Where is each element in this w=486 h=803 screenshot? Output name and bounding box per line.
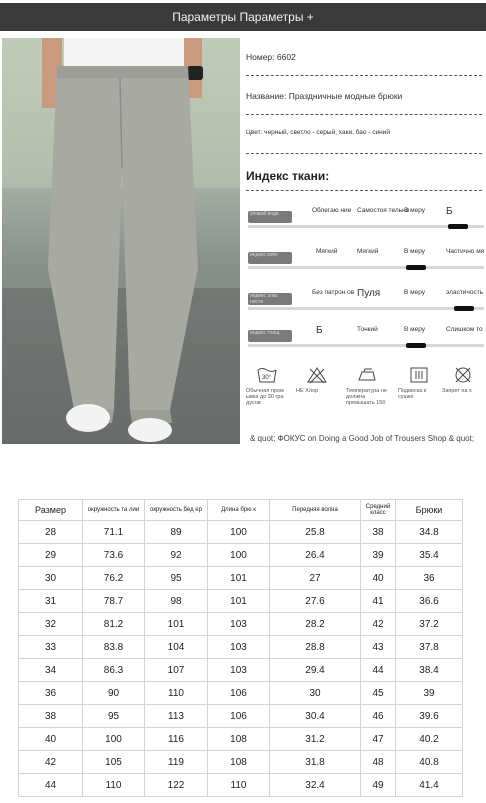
- table-row: [19, 567, 463, 590]
- table-row: [19, 613, 463, 636]
- table-cell: 26.4: [270, 544, 361, 567]
- table-cell: 71.1: [83, 521, 145, 544]
- table-cell: 90: [83, 682, 145, 705]
- table-cell: 98: [145, 590, 208, 613]
- table-cell: 35.4: [396, 544, 463, 567]
- size-table-header: [19, 500, 463, 521]
- table-cell: 106: [208, 705, 270, 728]
- fabric-category: индекс толщ: [248, 330, 292, 342]
- fabric-option: В меру: [404, 207, 426, 214]
- table-cell: 103: [208, 636, 270, 659]
- fabric-option: Тонкий: [357, 326, 378, 333]
- table-cell: 38: [361, 521, 396, 544]
- table-cell: 92: [145, 544, 208, 567]
- fabric-row: [246, 246, 486, 272]
- table-cell: 119: [145, 751, 208, 774]
- fabric-scale-marker: [406, 343, 426, 348]
- fabric-option: В меру: [404, 248, 426, 255]
- table-cell: 44: [361, 659, 396, 682]
- table-cell: 25.8: [270, 521, 361, 544]
- table-cell: 39: [396, 682, 463, 705]
- divider: [246, 153, 482, 154]
- trousers-illustration: [2, 38, 240, 444]
- care-instructions: [246, 365, 486, 415]
- table-row: [19, 682, 463, 705]
- fabric-row: [246, 324, 486, 350]
- table-header-cell: окружность бед ер: [145, 500, 208, 521]
- table-header-cell: Средний класс: [361, 500, 396, 521]
- fabric-option: Мягкий: [357, 248, 379, 255]
- size-table-body: [19, 521, 463, 797]
- iron-icon: [356, 365, 378, 385]
- table-cell: 31.2: [270, 728, 361, 751]
- table-cell: 44: [19, 774, 83, 797]
- table-cell: 100: [208, 521, 270, 544]
- table-cell: 122: [145, 774, 208, 797]
- table-cell: 108: [208, 751, 270, 774]
- fabric-option: Самостоя тельно: [357, 207, 410, 214]
- product-color: Цвет: черный, светло - серый, хаки, бао - синий: [246, 129, 391, 136]
- table-row: [19, 521, 463, 544]
- table-cell: 38: [19, 705, 83, 728]
- table-cell: 40: [361, 567, 396, 590]
- fabric-scale-bar: [248, 307, 484, 310]
- fabric-scale-marker: [406, 265, 426, 270]
- table-row: [19, 636, 463, 659]
- table-header-cell: Брюки: [396, 500, 463, 521]
- table-header-cell: Передняя волна: [270, 500, 361, 521]
- header-title: Параметры Параметры +: [172, 10, 314, 24]
- care-label: Запрет на х: [442, 388, 472, 394]
- size-table: [18, 499, 463, 797]
- table-cell: 49: [361, 774, 396, 797]
- table-row: [19, 705, 463, 728]
- table-cell: 30.4: [270, 705, 361, 728]
- table-cell: 81.2: [83, 613, 145, 636]
- table-cell: 40.8: [396, 751, 463, 774]
- table-cell: 31: [19, 590, 83, 613]
- shop-slogan: & quot; ФОКУС on Doing a Good Job of Trousers Shop & quot;: [250, 434, 475, 443]
- fabric-row: [246, 287, 486, 313]
- divider: [246, 114, 482, 115]
- fabric-option: Облегаю ние: [312, 207, 352, 214]
- page-header: [0, 3, 486, 31]
- table-cell: 110: [145, 682, 208, 705]
- table-cell: 47: [361, 728, 396, 751]
- table-cell: 107: [145, 659, 208, 682]
- table-cell: 27: [270, 567, 361, 590]
- table-cell: 29: [19, 544, 83, 567]
- table-cell: 105: [83, 751, 145, 774]
- fabric-row: [246, 205, 486, 231]
- table-cell: 100: [208, 544, 270, 567]
- care-label: Температура не должна превышать 150: [346, 388, 387, 406]
- table-cell: 100: [83, 728, 145, 751]
- table-cell: 78.7: [83, 590, 145, 613]
- table-row: [19, 544, 463, 567]
- divider: [246, 190, 482, 191]
- fabric-category: индекс элас ности: [248, 293, 292, 305]
- table-cell: 38.4: [396, 659, 463, 682]
- table-cell: 39.6: [396, 705, 463, 728]
- divider: [246, 75, 482, 76]
- care-item: [398, 365, 442, 400]
- fabric-option: Мягкий: [316, 248, 338, 255]
- table-cell: 46: [361, 705, 396, 728]
- table-cell: 28.8: [270, 636, 361, 659]
- table-cell: 116: [145, 728, 208, 751]
- table-cell: 32.4: [270, 774, 361, 797]
- table-cell: 76.2: [83, 567, 145, 590]
- fabric-option: Слишком то: [446, 326, 483, 333]
- table-cell: 36: [396, 567, 463, 590]
- table-row: [19, 751, 463, 774]
- fabric-category: уповой инде: [248, 211, 292, 223]
- table-cell: 104: [145, 636, 208, 659]
- no-dry-clean-icon: [452, 365, 474, 385]
- table-cell: 48: [361, 751, 396, 774]
- table-cell: 110: [83, 774, 145, 797]
- table-cell: 40.2: [396, 728, 463, 751]
- table-cell: 32: [19, 613, 83, 636]
- table-cell: 31.8: [270, 751, 361, 774]
- product-name: Название: Праздничные модные брюки: [246, 91, 403, 101]
- table-cell: 40: [19, 728, 83, 751]
- table-cell: 101: [208, 567, 270, 590]
- fabric-category: индекс мягк: [248, 252, 292, 264]
- care-item: [296, 365, 340, 394]
- fabric-option: эластичость: [446, 289, 484, 296]
- table-cell: 34: [19, 659, 83, 682]
- table-cell: 27.6: [270, 590, 361, 613]
- care-label: НЕ Хлор: [296, 388, 319, 394]
- fabric-option: Пуля: [357, 288, 381, 299]
- table-cell: 36.6: [396, 590, 463, 613]
- fabric-scale-marker: [448, 224, 468, 229]
- table-cell: 28.2: [270, 613, 361, 636]
- table-row: [19, 728, 463, 751]
- table-cell: 103: [208, 659, 270, 682]
- table-cell: 103: [208, 613, 270, 636]
- table-cell: 95: [145, 567, 208, 590]
- table-header-cell: Размер: [19, 500, 83, 521]
- no-bleach-icon: [306, 365, 328, 385]
- fabric-option: Б: [446, 206, 453, 217]
- care-label: Подвеска к сушке: [398, 388, 427, 400]
- product-photo: [2, 38, 240, 444]
- fabric-option: Б: [316, 325, 323, 336]
- table-cell: 73.6: [83, 544, 145, 567]
- table-row: [19, 659, 463, 682]
- table-cell: 34.8: [396, 521, 463, 544]
- fabric-option: Частично мя: [446, 248, 485, 255]
- table-cell: 42: [361, 613, 396, 636]
- table-cell: 89: [145, 521, 208, 544]
- fabric-scale-bar: [248, 266, 484, 269]
- table-cell: 95: [83, 705, 145, 728]
- product-number: Номер: 6602: [246, 52, 296, 62]
- table-row: [19, 590, 463, 613]
- table-cell: 30: [270, 682, 361, 705]
- table-cell: 45: [361, 682, 396, 705]
- fabric-option: В меру: [404, 289, 426, 296]
- table-cell: 106: [208, 682, 270, 705]
- table-cell: 28: [19, 521, 83, 544]
- table-cell: 37.2: [396, 613, 463, 636]
- fabric-scale-bar: [248, 344, 484, 347]
- table-cell: 42: [19, 751, 83, 774]
- tumble-dry-icon: [408, 365, 430, 385]
- care-item: [346, 365, 390, 406]
- table-row: [19, 774, 463, 797]
- table-cell: 36: [19, 682, 83, 705]
- table-cell: 29.4: [270, 659, 361, 682]
- table-cell: 37.8: [396, 636, 463, 659]
- fabric-scale-marker: [454, 306, 474, 311]
- table-cell: 33: [19, 636, 83, 659]
- table-header-cell: Длина брю к: [208, 500, 270, 521]
- table-cell: 101: [145, 613, 208, 636]
- table-cell: 83.8: [83, 636, 145, 659]
- table-cell: 41.4: [396, 774, 463, 797]
- table-cell: 113: [145, 705, 208, 728]
- fabric-option: В меру: [404, 326, 426, 333]
- table-cell: 39: [361, 544, 396, 567]
- table-cell: 110: [208, 774, 270, 797]
- table-cell: 30: [19, 567, 83, 590]
- table-cell: 43: [361, 636, 396, 659]
- table-cell: 108: [208, 728, 270, 751]
- table-cell: 101: [208, 590, 270, 613]
- care-item: [246, 365, 290, 406]
- wash-30-icon: [256, 365, 278, 385]
- care-item: [442, 365, 486, 394]
- table-cell: 41: [361, 590, 396, 613]
- fabric-option: Без патрон ов: [312, 289, 355, 296]
- care-label: Обычная пром ывка до 30 гра дусов: [246, 388, 284, 406]
- table-cell: 86.3: [83, 659, 145, 682]
- svg-text:30°: 30°: [262, 375, 272, 381]
- table-header-cell: окружность та лии: [83, 500, 145, 521]
- fabric-index-title: Индекс ткани:: [246, 169, 330, 183]
